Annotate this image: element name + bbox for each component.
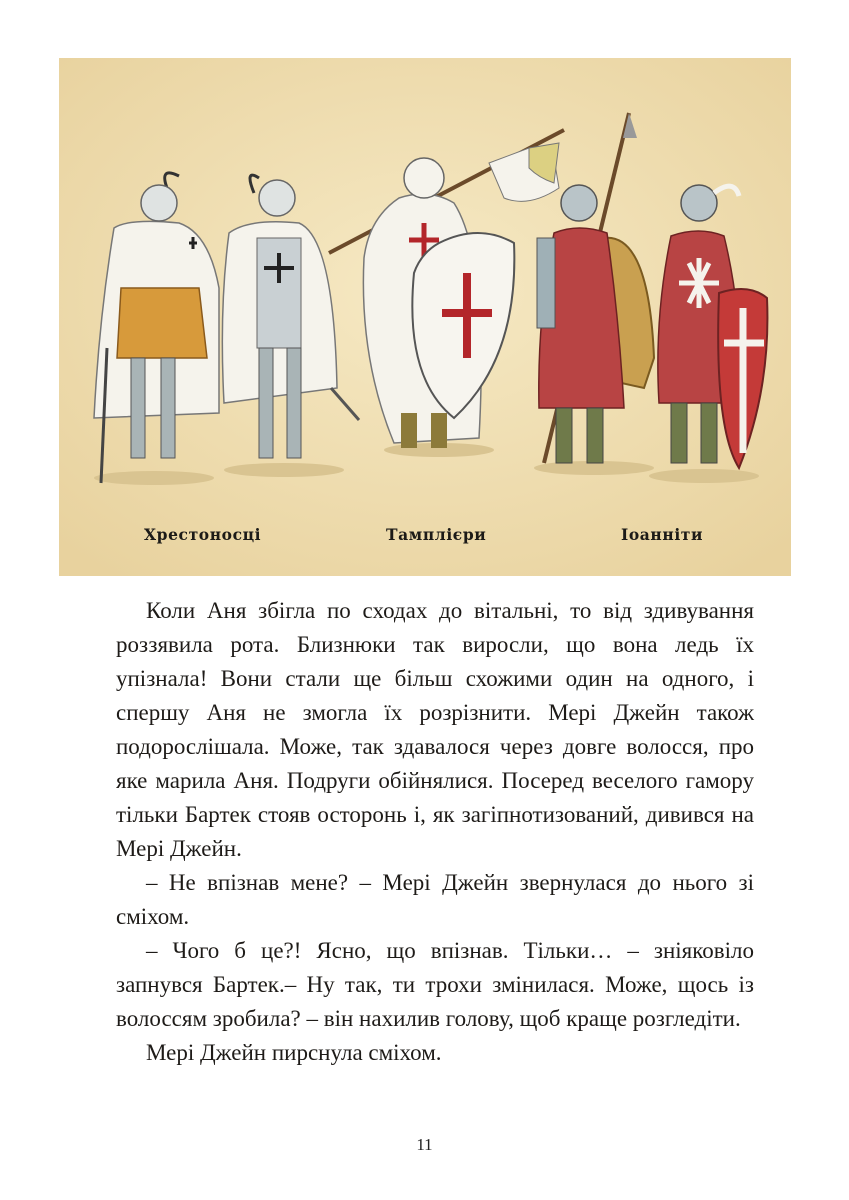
caption-templars: Тамплієри [386, 525, 487, 544]
knights-illustration [59, 58, 791, 576]
story-text [116, 594, 754, 1070]
knights-drawing [59, 58, 791, 576]
paragraph-3: – Чого б це?! Ясно, що впізнав. Тільки… – зніяковіло запнувся Бартек.– Ну так, ти трохи змінилася. Може, щось із волоссям зробила? – він нахилив голову, щоб краще розгледіти. [116, 938, 754, 1031]
page-number: 11 [416, 1135, 433, 1154]
paragraph-2: – Не впізнав мене? – Мері Джейн звернулася до нього зі сміхом. [116, 870, 754, 929]
caption-hospitallers: Іоанніти [621, 525, 704, 544]
paragraph-1: Коли Аня збігла по сходах до вітальні, то від здивування роззявила рота. Близнюки так виросли, що вона ледь їх упізнала! Вони стали ще більш схожими один на одного, і спершу Аня не змогла їх розрізнити. Мері Джейн також подорослішала. Може, так здавалося через довге волосся, про яке марила Аня. Подруги обійнялися. Посеред веселого гамору тільки Бартек стояв осторонь і, як загіпнотизований, дивився на Мері Джейн. [116, 598, 754, 861]
paragraph-4: Мері Джейн пирснула сміхом. [146, 1040, 442, 1065]
caption-crusaders: Хрестоносці [144, 525, 262, 544]
